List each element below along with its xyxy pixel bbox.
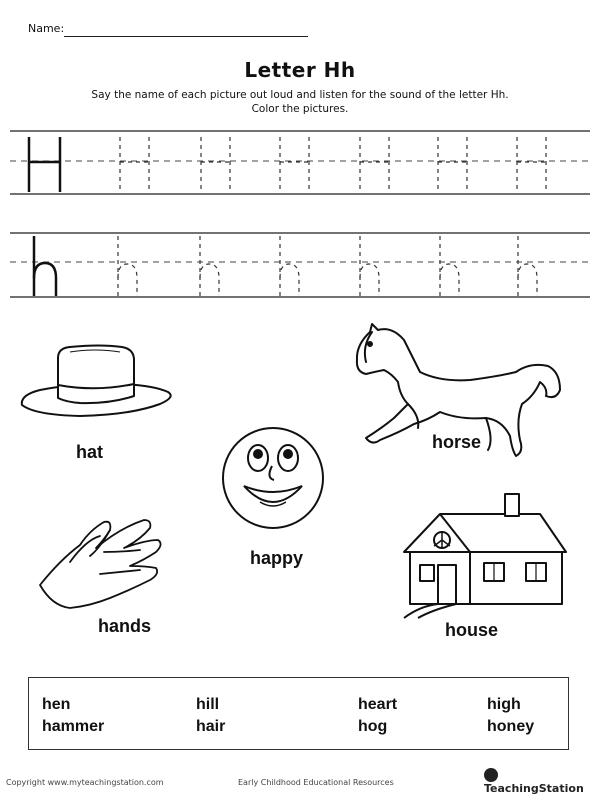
trace-lowercase-h-5[interactable] (440, 236, 459, 296)
instruction-line-1: Say the name of each picture out loud and listen for the sound of the letter Hh. (91, 89, 509, 101)
model-lowercase-h (34, 236, 56, 296)
footer-copyright: Copyright www.myteachingstation.com (6, 778, 164, 787)
word-horse: horse (432, 432, 482, 452)
word-house: house (445, 620, 499, 640)
page-title: Letter Hh (244, 58, 356, 82)
word-bank-item: hammer (42, 718, 105, 735)
word-hands: hands (98, 616, 152, 636)
hat-icon[interactable] (22, 346, 171, 417)
trace-lowercase-h-2[interactable] (200, 236, 219, 296)
word-hat: hat (76, 442, 103, 462)
word-bank-item: hog (358, 718, 388, 735)
lowercase-tracing-lines (10, 233, 590, 297)
name-label: Name: (28, 22, 65, 35)
word-bank-item: high (487, 696, 521, 713)
trace-lowercase-h-3[interactable] (280, 236, 299, 296)
happy-face-icon[interactable] (223, 428, 323, 528)
trace-lowercase-h-4[interactable] (360, 236, 379, 296)
model-uppercase-h (29, 137, 60, 192)
house-icon[interactable] (404, 494, 566, 618)
clapping-hands-icon[interactable] (40, 520, 161, 608)
trace-uppercase-h-2[interactable] (201, 137, 230, 192)
word-bank-item: heart (358, 696, 398, 713)
word-bank-item: hair (196, 718, 226, 735)
trace-uppercase-h-1[interactable] (120, 137, 149, 192)
teaching-station-logo-icon (484, 768, 498, 782)
footer-brand-logo (484, 768, 600, 795)
word-bank-item: hill (196, 696, 220, 713)
instruction-line-2: Color the pictures. (251, 103, 349, 115)
trace-lowercase-h-1[interactable] (118, 236, 137, 296)
trace-uppercase-h-6[interactable] (517, 137, 546, 192)
word-bank-item: hen (42, 696, 71, 713)
footer-resources: Early Childhood Educational Resources (238, 778, 394, 787)
trace-uppercase-h-3[interactable] (280, 137, 309, 192)
trace-uppercase-h-5[interactable] (438, 137, 467, 192)
trace-uppercase-h-4[interactable] (360, 137, 389, 192)
trace-lowercase-h-6[interactable] (518, 236, 537, 296)
word-happy: happy (250, 548, 304, 568)
word-bank-item: honey (487, 718, 535, 735)
footer-brand-text: TeachingStation (484, 782, 584, 795)
